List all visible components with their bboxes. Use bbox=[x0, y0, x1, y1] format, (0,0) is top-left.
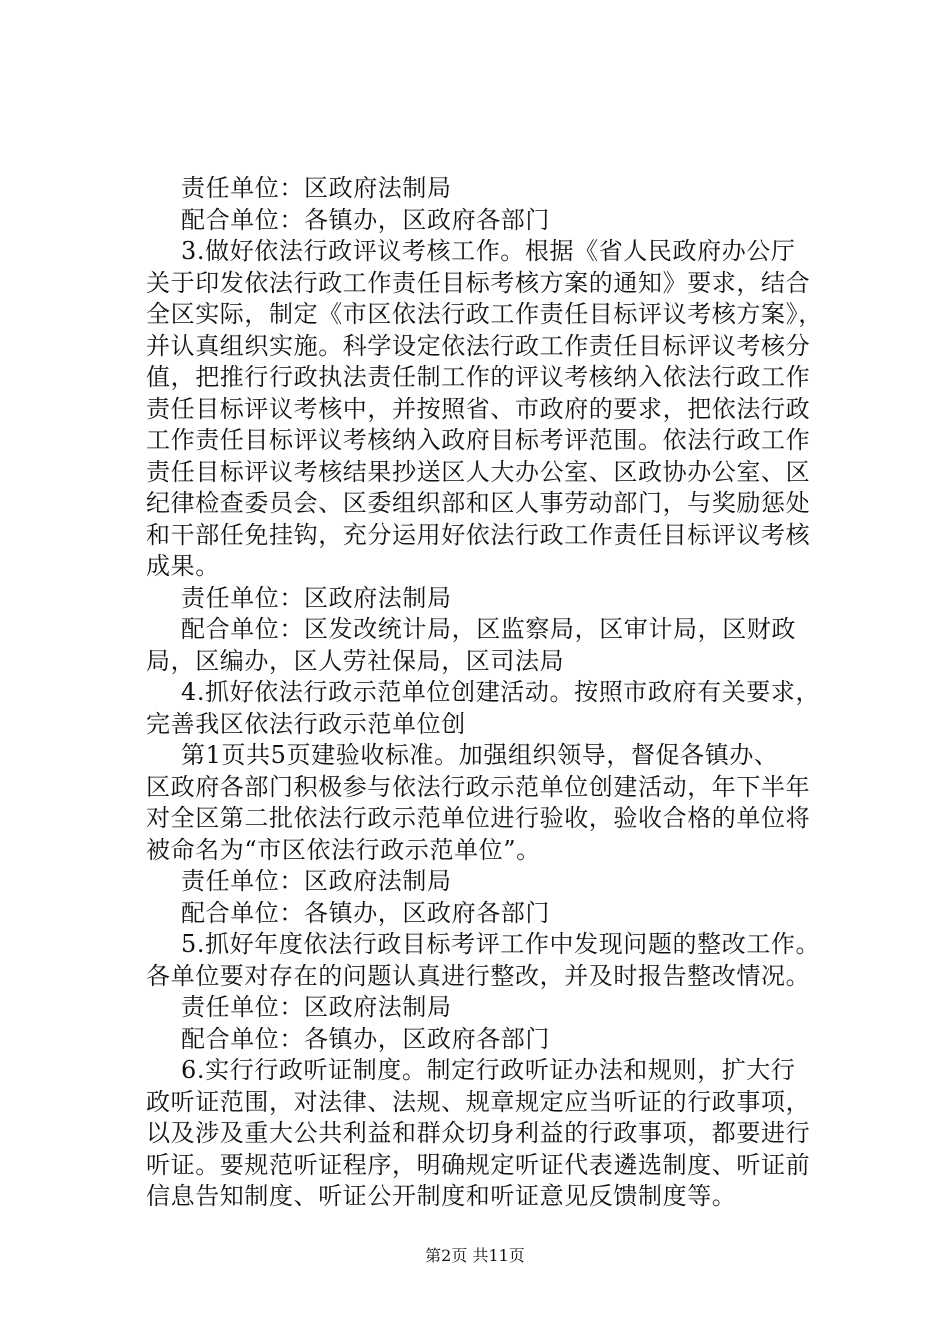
text-line: 5.抓好年度依法行政目标考评工作中发现问题的整改工作。 bbox=[181, 930, 821, 958]
text-line: 责任目标评议考核中，并按照省、市政府的要求，把依法行政 bbox=[146, 394, 811, 423]
text-line: 6.实行行政听证制度。制定行政听证办法和规则，扩大行 bbox=[181, 1056, 796, 1084]
text-line: 责任单位：区政府法制局 bbox=[181, 993, 452, 1021]
page-footer: 第2页 共11页 bbox=[425, 1246, 525, 1265]
text-line: 区政府各部门积极参与依法行政示范单位创建活动，年下半年 bbox=[146, 772, 811, 801]
text-line: 责任目标评议考核结果抄送区人大办公室、区政协办公室、区 bbox=[146, 457, 811, 486]
text-line: 被命名为“市区依法行政示范单位”。 bbox=[146, 835, 541, 864]
text-line: 3.做好依法行政评议考核工作。根据《省人民政府办公厅 bbox=[181, 237, 796, 265]
text-line: 纪律检查委员会、区委组织部和区人事劳动部门，与奖励惩处 bbox=[146, 489, 811, 517]
text-line: 以及涉及重大公共利益和群众切身利益的行政事项，都要进行 bbox=[146, 1119, 811, 1147]
text-line: 和干部任免挂钩，充分运用好依法行政工作责任目标评议考核 bbox=[146, 520, 811, 549]
text-line: 责任单位：区政府法制局 bbox=[181, 867, 452, 895]
text-line: 配合单位：各镇办，区政府各部门 bbox=[181, 898, 550, 927]
text-line: 工作责任目标评议考核纳入政府目标考评范围。依法行政工作 bbox=[146, 426, 811, 454]
text-line: 关于印发依法行政工作责任目标考核方案的通知》要求，结合 bbox=[146, 268, 811, 297]
text-line: 并认真组织实施。科学设定依法行政工作责任目标评议考核分 bbox=[146, 331, 811, 360]
text-line: 全区实际，制定《市区依法行政工作责任目标评议考核方案》， bbox=[146, 300, 823, 328]
text-line: 4.抓好依法行政示范单位创建活动。按照市政府有关要求， bbox=[181, 678, 821, 706]
text-line: 各单位要对存在的问题认真进行整改，并及时报告整改情况。 bbox=[146, 961, 811, 990]
text-line: 配合单位：区发改统计局，区监察局，区审计局，区财政 bbox=[181, 615, 796, 643]
text-line: 配合单位：各镇办，区政府各部门 bbox=[181, 205, 550, 234]
document-body bbox=[146, 173, 846, 1213]
text-line: 责任单位：区政府法制局 bbox=[181, 174, 452, 202]
text-line: 对全区第二批依法行政示范单位进行验收，验收合格的单位将 bbox=[146, 804, 811, 832]
text-line: 责任单位：区政府法制局 bbox=[181, 583, 452, 612]
text-line: 成果。 bbox=[146, 552, 220, 580]
text-line: 政听证范围，对法律、法规、规章规定应当听证的行政事项， bbox=[146, 1087, 811, 1116]
text-line: 值，把推行行政执法责任制工作的评议考核纳入依法行政工作 bbox=[146, 363, 811, 391]
text-line: 第1页共5页建验收标准。加强组织领导，督促各镇办、 bbox=[181, 741, 779, 769]
text-line: 信息告知制度、听证公开制度和听证意见反馈制度等。 bbox=[146, 1182, 737, 1210]
text-line: 听证。要规范听证程序，明确规定听证代表遴选制度、听证前 bbox=[146, 1150, 811, 1179]
text-line: 配合单位：各镇办，区政府各部门 bbox=[181, 1024, 550, 1053]
text-line: 完善我区依法行政示范单位创 bbox=[146, 709, 466, 738]
text-line: 局，区编办，区人劳社保局，区司法局 bbox=[146, 646, 565, 675]
